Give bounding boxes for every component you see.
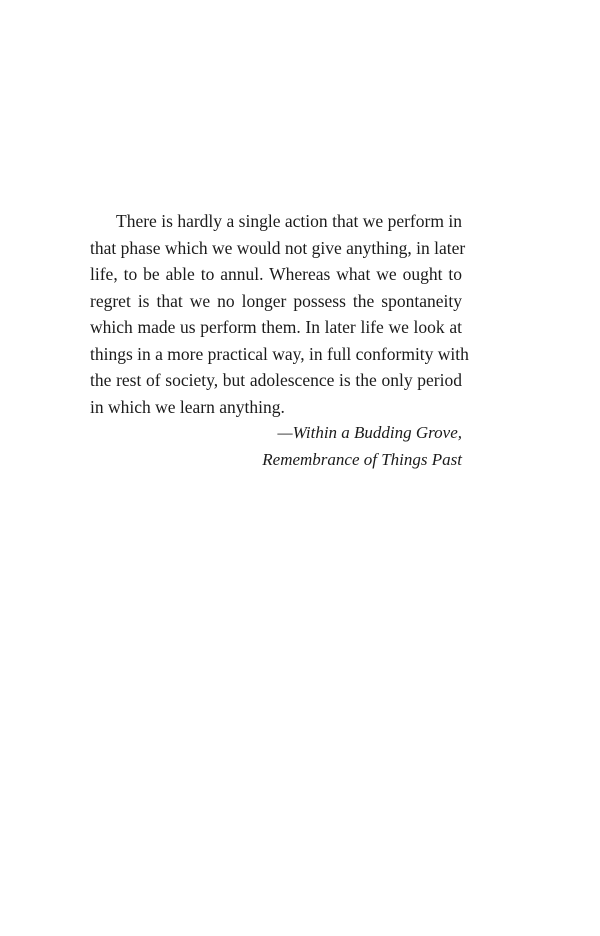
quote-text bbox=[90, 208, 469, 420]
quote-line: There is hardly a single action that we perform in bbox=[116, 211, 462, 231]
attribution-source: Remembrance of Things Past bbox=[262, 449, 462, 469]
quote-line: regret is that we no longer possess the spontaneity bbox=[90, 290, 462, 311]
attribution bbox=[90, 420, 462, 473]
quote-line: that phase which we would not give anything, in later bbox=[90, 237, 466, 258]
attribution-work: —Within a Budding Grove, bbox=[277, 423, 462, 442]
epigraph bbox=[90, 208, 469, 473]
quote-line: life, to be able to annul. Whereas what we ought to bbox=[90, 264, 462, 284]
quote-line: which made us perform them. In later life we look at bbox=[90, 317, 462, 337]
quote-line: things in a more practical way, in full conformity with bbox=[90, 343, 469, 364]
quote-line: in which we learn anything. bbox=[90, 396, 285, 417]
quote-line: the rest of society, but adolescence is the only period bbox=[90, 370, 462, 390]
